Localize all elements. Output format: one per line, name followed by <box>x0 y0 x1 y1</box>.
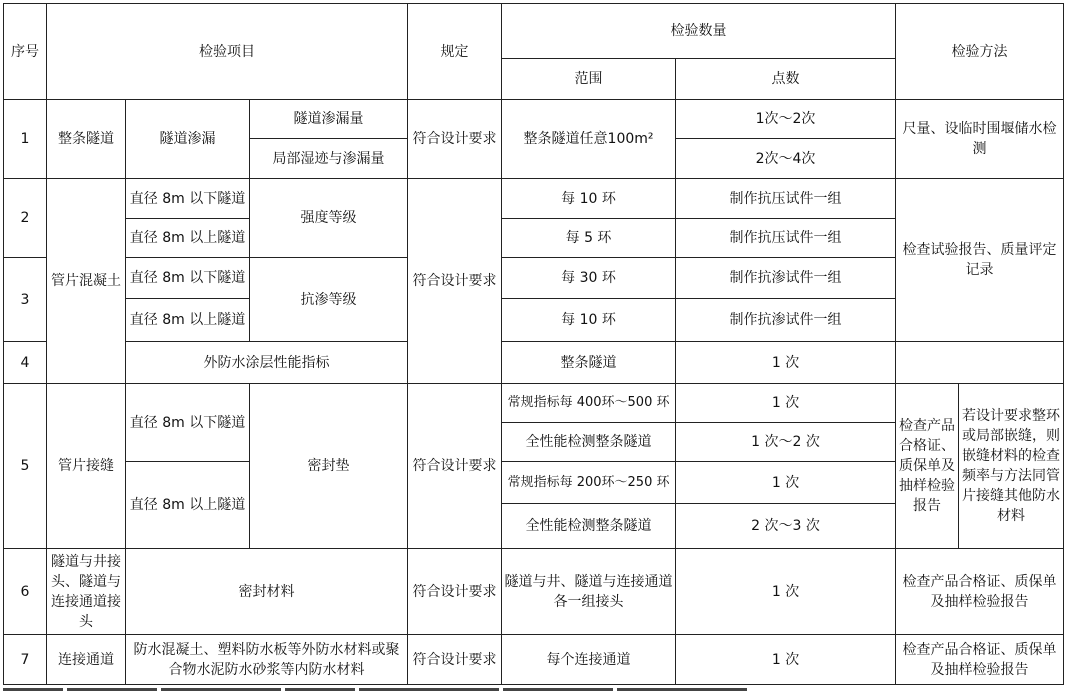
row3-property: 抗渗等级 <box>250 258 408 342</box>
concrete-category: 管片混凝土 <box>47 179 126 384</box>
row6-points: 1 次 <box>676 549 896 635</box>
row4-points: 1 次 <box>676 342 896 384</box>
row1-method: 尺量、设临时围堰储水检测 <box>896 100 1064 179</box>
row5-range-2: 全性能检测整条隧道 <box>502 423 676 462</box>
row5-method-a: 检查产品合格证、质保单及抽样检验报告 <box>896 384 959 549</box>
header-item: 检验项目 <box>47 4 408 100</box>
header-seq: 序号 <box>4 4 47 100</box>
row6-rule: 符合设计要求 <box>408 549 502 635</box>
header-rule: 规定 <box>408 4 502 100</box>
row5-dia-b: 直径 8m 以上隧道 <box>126 462 250 549</box>
row5-method-b: 若设计要求整环或局部嵌缝，则嵌缝材料的检查频率与方法同管片接缝其他防水材料 <box>959 384 1064 549</box>
row7-category: 连接通道 <box>47 635 126 685</box>
row6-category: 隧道与井接头、隧道与连接通道接头 <box>47 549 126 635</box>
row1-seq: 1 <box>4 100 47 179</box>
row3-range-a: 每 30 环 <box>502 258 676 299</box>
row5-dia-a: 直径 8m 以下隧道 <box>126 384 250 462</box>
row1-item-a: 隧道渗漏量 <box>250 100 408 139</box>
row5-points-1: 1 次 <box>676 384 896 423</box>
row1-subitem: 隧道渗漏 <box>126 100 250 179</box>
concrete-rule: 符合设计要求 <box>408 179 502 384</box>
row1-range: 整条隧道任意100m² <box>502 100 676 179</box>
row6-seq: 6 <box>4 549 47 635</box>
row2-points-b: 制作抗压试件一组 <box>676 219 896 258</box>
row5-rule: 符合设计要求 <box>408 384 502 549</box>
row2-dia-a: 直径 8m 以下隧道 <box>126 179 250 219</box>
row6-item: 密封材料 <box>126 549 408 635</box>
row3-points-b: 制作抗渗试件一组 <box>676 299 896 342</box>
row4-range: 整条隧道 <box>502 342 676 384</box>
row3-seq: 3 <box>4 258 47 342</box>
row6-range: 隧道与井、隧道与连接通道各一组接头 <box>502 549 676 635</box>
row2-range-b: 每 5 环 <box>502 219 676 258</box>
concrete-method: 检查试验报告、质量评定记录 <box>896 179 1064 342</box>
row5-range-4: 全性能检测整条隧道 <box>502 504 676 549</box>
row5-range-1: 常规指标每 400环～500 环 <box>502 384 676 423</box>
row5-property: 密封垫 <box>250 384 408 549</box>
row1-item-b: 局部湿迹与渗漏量 <box>250 139 408 179</box>
row3-dia-b: 直径 8m 以上隧道 <box>126 299 250 342</box>
header-points: 点数 <box>676 59 896 100</box>
row5-points-3: 1 次 <box>676 462 896 504</box>
row2-points-a: 制作抗压试件一组 <box>676 179 896 219</box>
header-quantity: 检验数量 <box>502 4 896 59</box>
row1-rule: 符合设计要求 <box>408 100 502 179</box>
row4-item: 外防水涂层性能指标 <box>126 342 408 384</box>
row3-points-a: 制作抗渗试件一组 <box>676 258 896 299</box>
row5-seq: 5 <box>4 384 47 549</box>
row5-category: 管片接缝 <box>47 384 126 549</box>
row2-range-a: 每 10 环 <box>502 179 676 219</box>
row4-method-empty <box>896 342 1064 384</box>
row2-dia-b: 直径 8m 以上隧道 <box>126 219 250 258</box>
header-method: 检验方法 <box>896 4 1064 100</box>
row2-seq: 2 <box>4 179 47 258</box>
inspection-table <box>3 3 1064 685</box>
row3-range-b: 每 10 环 <box>502 299 676 342</box>
row3-dia-a: 直径 8m 以下隧道 <box>126 258 250 299</box>
row4-seq: 4 <box>4 342 47 384</box>
row7-method: 检查产品合格证、质保单及抽样检验报告 <box>896 635 1064 685</box>
row5-points-4: 2 次～3 次 <box>676 504 896 549</box>
row1-category: 整条隧道 <box>47 100 126 179</box>
row7-points: 1 次 <box>676 635 896 685</box>
row7-item: 防水混凝土、塑料防水板等外防水材料或聚合物水泥防水砂浆等内防水材料 <box>126 635 408 685</box>
header-range: 范围 <box>502 59 676 100</box>
row1-points-b: 2次～4次 <box>676 139 896 179</box>
row2-property: 强度等级 <box>250 179 408 258</box>
row7-rule: 符合设计要求 <box>408 635 502 685</box>
row7-range: 每个连接通道 <box>502 635 676 685</box>
row5-points-2: 1 次～2 次 <box>676 423 896 462</box>
row1-points-a: 1次～2次 <box>676 100 896 139</box>
row5-range-3: 常规指标每 200环～250 环 <box>502 462 676 504</box>
row6-method: 检查产品合格证、质保单及抽样检验报告 <box>896 549 1064 635</box>
row7-seq: 7 <box>4 635 47 685</box>
